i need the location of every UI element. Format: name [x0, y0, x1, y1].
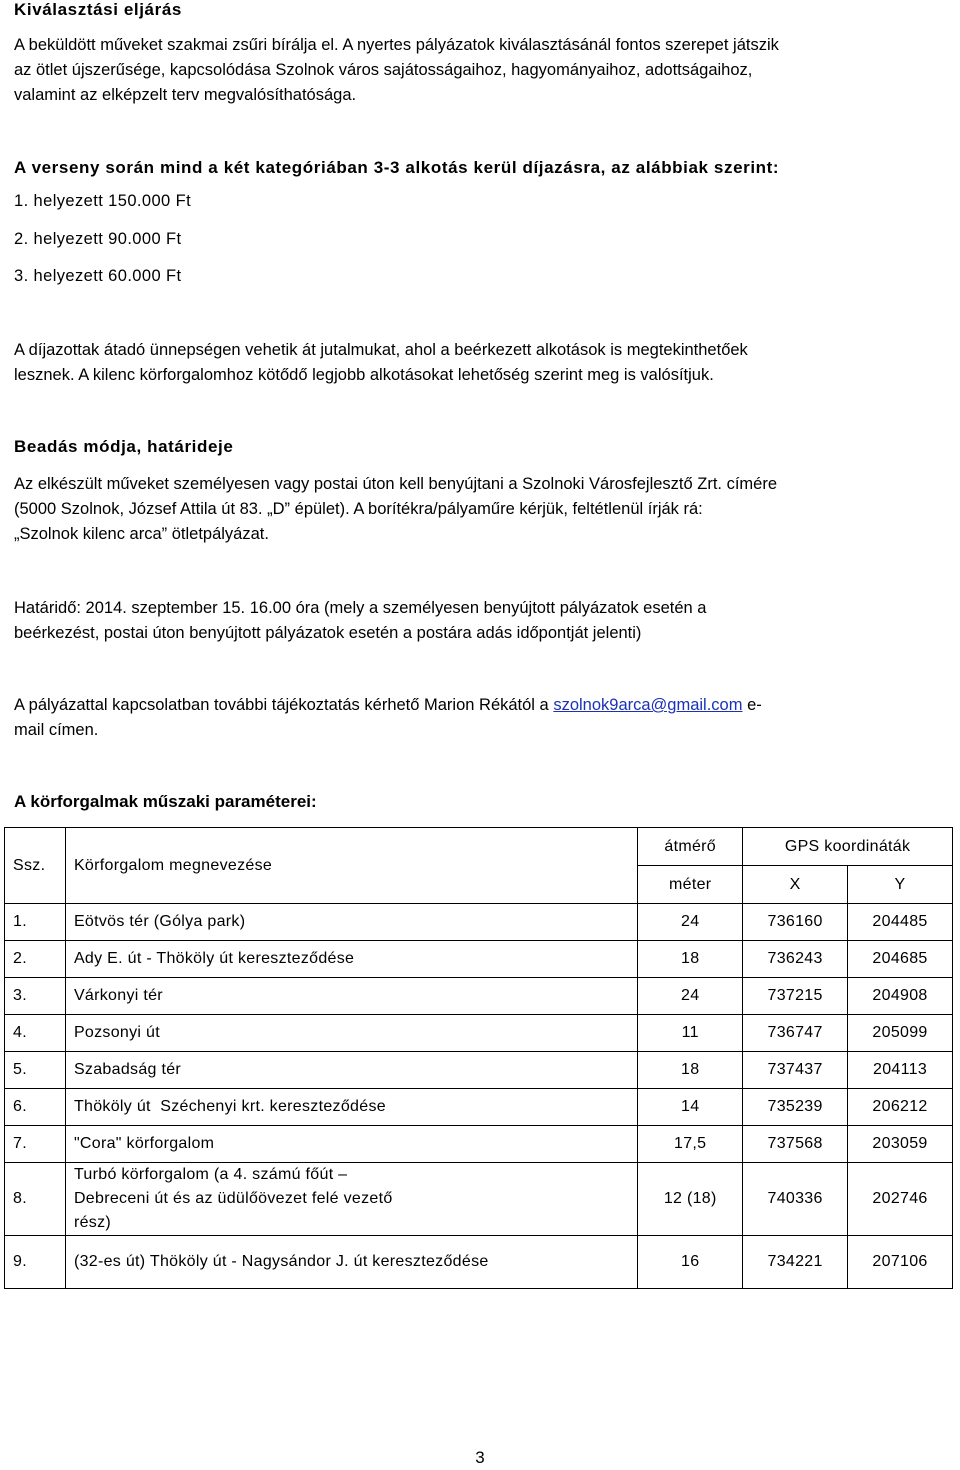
cell-y: 203059 [848, 1126, 953, 1163]
cell-diameter: 18 [638, 941, 743, 978]
table-row [5, 1089, 953, 1126]
paragraph-line: beérkezést, postai úton benyújtott pályázatok esetén a postára adás időpontját jelenti) [14, 624, 642, 642]
cell-name: (32-es út) Thököly út - Nagysándor J. út kereszteződése [65, 1236, 637, 1289]
prizes-title: A verseny során mind a két kategóriában 3-3 alkotás kerül díjazásra, az alábbiak szerint: [14, 158, 780, 177]
cell-y: 204113 [848, 1052, 953, 1089]
cell-x: 740336 [743, 1163, 848, 1236]
cell-x: 736160 [743, 904, 848, 941]
header-num: Ssz. [5, 828, 66, 904]
cell-diameter: 12 (18) [638, 1163, 743, 1236]
cell-name: Thököly út Széchenyi krt. kereszteződése [65, 1089, 637, 1126]
cell-diameter: 11 [638, 1015, 743, 1052]
header-unit: méter [638, 866, 743, 904]
submission-paragraph [14, 472, 954, 547]
paragraph-line: Az elkészült műveket személyesen vagy postai úton kell benyújtani a Szolnoki Városfejlesztő Zrt. címére [14, 475, 778, 493]
cell-x: 737437 [743, 1052, 848, 1089]
page-number: 3 [475, 1448, 485, 1467]
cell-diameter: 17,5 [638, 1126, 743, 1163]
contact-text-after: e- [742, 696, 762, 714]
roundabout-table [4, 827, 953, 1289]
table-row [5, 978, 953, 1015]
cell-y: 206212 [848, 1089, 953, 1126]
cell-x: 735239 [743, 1089, 848, 1126]
cell-y: 204908 [848, 978, 953, 1015]
paragraph-line: valamint az elképzelt terv megvalósíthatósága. [14, 86, 357, 104]
cell-x: 734221 [743, 1236, 848, 1289]
cell-x: 736747 [743, 1015, 848, 1052]
prize-item-1: 1. helyezett 150.000 Ft [14, 192, 192, 210]
cell-num: 3. [5, 978, 66, 1015]
paragraph-line: (5000 Szolnok, József Attila út 83. „D” épület). A borítékra/pályaműre kérjük, feltétlenül írják rá: [14, 500, 703, 518]
cell-x: 737215 [743, 978, 848, 1015]
cell-diameter: 14 [638, 1089, 743, 1126]
cell-diameter: 24 [638, 904, 743, 941]
prizes-note [14, 338, 954, 388]
table-row [5, 941, 953, 978]
cell-diameter: 24 [638, 978, 743, 1015]
cell-name: Várkonyi tér [65, 978, 637, 1015]
section-title-selection: Kiválasztási eljárás [14, 0, 182, 19]
paragraph-line: A beküldött műveket szakmai zsűri bírálja el. A nyertes pályázatok kiválasztásánál fontos szerepet játszik [14, 36, 779, 54]
email-link[interactable]: szolnok9arca@gmail.com [553, 696, 743, 714]
cell-diameter: 18 [638, 1052, 743, 1089]
contact-line-2: mail címen. [14, 721, 99, 739]
paragraph-line: lesznek. A kilenc körforgalomhoz kötődő legjobb alkotásokat lehetőség szerint meg is valósítjuk. [14, 366, 714, 384]
submission-title: Beadás módja, határideje [14, 437, 234, 456]
paragraph-line: Határidő: 2014. szeptember 15. 16.00 óra (mely a személyesen benyújtott pályázatok esetén a [14, 599, 707, 617]
cell-num: 1. [5, 904, 66, 941]
prize-item-2: 2. helyezett 90.000 Ft [14, 230, 182, 248]
contact-paragraph [14, 693, 954, 743]
cell-num: 6. [5, 1089, 66, 1126]
cell-y: 207106 [848, 1236, 953, 1289]
cell-y: 202746 [848, 1163, 953, 1236]
cell-num: 5. [5, 1052, 66, 1089]
header-x: X [743, 866, 848, 904]
cell-num: 2. [5, 941, 66, 978]
cell-num: 8. [5, 1163, 66, 1236]
header-name: Körforgalom megnevezése [65, 828, 637, 904]
cell-name: Eötvös tér (Gólya park) [65, 904, 637, 941]
cell-name: Ady E. út - Thököly út kereszteződése [65, 941, 637, 978]
paragraph-line: az ötlet újszerűsége, kapcsolódása Szolnok város sajátosságaihoz, hagyományaihoz, adottságaihoz, [14, 61, 753, 79]
cell-num: 4. [5, 1015, 66, 1052]
cell-x: 737568 [743, 1126, 848, 1163]
cell-y: 204485 [848, 904, 953, 941]
table-row [5, 1236, 953, 1289]
table-row [5, 1126, 953, 1163]
cell-num: 7. [5, 1126, 66, 1163]
params-title: A körforgalmak műszaki paraméterei: [14, 792, 317, 811]
cell-name: Pozsonyi út [65, 1015, 637, 1052]
paragraph-line: „Szolnok kilenc arca” ötletpályázat. [14, 525, 269, 543]
table-row [5, 1052, 953, 1089]
header-gps: GPS koordináták [743, 828, 953, 866]
cell-name: Turbó körforgalom (a 4. számú főút – Debreceni út és az üdülőövezet felé vezető rész) [65, 1163, 637, 1236]
paragraph-line: A díjazottak átadó ünnepségen vehetik át jutalmukat, ahol a beérkezett alkotások is megtekinthetőek [14, 341, 748, 359]
contact-line [14, 693, 954, 718]
table-row [5, 1163, 953, 1236]
prize-item-3: 3. helyezett 60.000 Ft [14, 267, 182, 285]
selection-paragraph [14, 33, 954, 108]
cell-y: 204685 [848, 941, 953, 978]
header-diameter: átmérő [638, 828, 743, 866]
cell-name: "Cora" körforgalom [65, 1126, 637, 1163]
header-y: Y [848, 866, 953, 904]
cell-name: Szabadság tér [65, 1052, 637, 1089]
contact-text: A pályázattal kapcsolatban további tájékoztatás kérhető Marion Rékától a [14, 696, 554, 714]
cell-num: 9. [5, 1236, 66, 1289]
table-header-row [5, 828, 953, 866]
cell-x: 736243 [743, 941, 848, 978]
table-row [5, 904, 953, 941]
table-row [5, 1015, 953, 1052]
deadline-paragraph [14, 596, 954, 646]
cell-y: 205099 [848, 1015, 953, 1052]
cell-diameter: 16 [638, 1236, 743, 1289]
